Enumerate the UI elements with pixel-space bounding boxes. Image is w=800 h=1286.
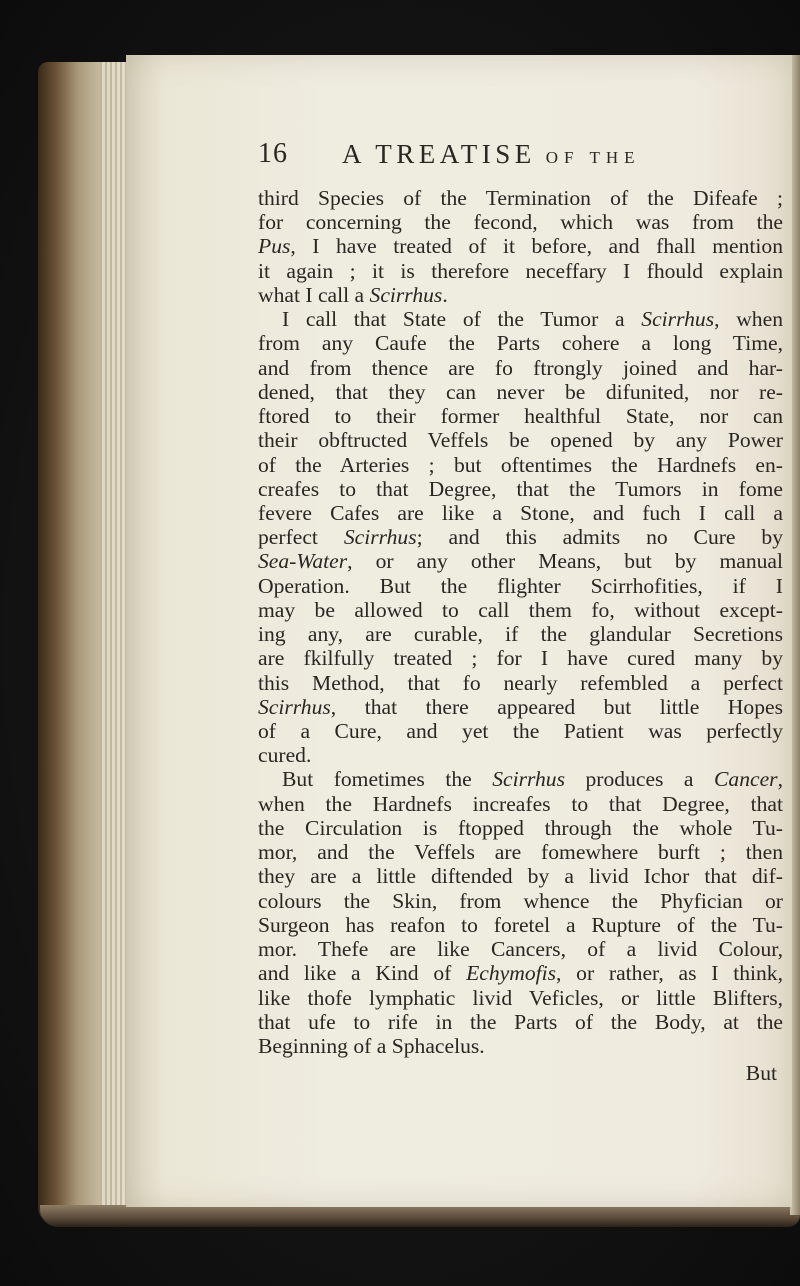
text-line: Beginning of a Sphacelus. [258,1034,485,1058]
text-line: I call that State of the Tumor a Scirrhus, when [282,307,783,331]
text-line: cured. [258,743,312,767]
text-line: like thofe lymphatic livid Veficles, or little Blifters, [258,986,783,1010]
page-number: 16 [258,138,288,169]
text-line: they are a little diftended by a livid Ichor that dif- [258,864,783,888]
text-line: and like a Kind of Echymofis, or rather, as I think, [258,961,783,985]
text-line: But fometimes the Scirrhus produces a Cancer, [282,767,783,791]
text-line: Pus, I have treated of it before, and fhall mention [258,234,783,258]
text-line: fevere Cafes are like a Stone, and fuch I call a [258,501,783,525]
running-head [342,137,641,175]
book-cover-edge [40,1205,800,1227]
page-header [258,137,783,171]
catchword: But [745,1061,777,1085]
text-line: perfect Scirrhus; and this admits no Cure by [258,525,783,549]
running-head-small-caps: OF THE [545,148,641,167]
text-line: what I call a Scirrhus. [258,283,448,307]
text-line: creafes to that Degree, that the Tumors in fome [258,477,783,501]
text-line: Scirrhus, that there appeared but little Hopes [258,695,783,719]
text-line: ing any, are curable, if the glandular Secretions [258,622,783,646]
text-line: for concerning the fecond, which was from the [258,210,783,234]
text-line: it again ; it is therefore neceffary I fhould explain [258,259,783,283]
text-line: may be allowed to call them fo, without except- [258,598,783,622]
text-line: and from thence are fo ftrongly joined and har- [258,356,783,380]
text-line: of the Arteries ; but oftentimes the Hardnefs en- [258,453,783,477]
text-line: that ufe to rife in the Parts of the Body, at the [258,1010,783,1034]
text-line: of a Cure, and yet the Patient was perfectly [258,719,783,743]
text-line: ftored to their former healthful State, nor can [258,404,783,428]
text-line: mor. Thefe are like Cancers, of a livid Colour, [258,937,783,961]
text-line: dened, that they can never be difunited, nor re- [258,380,783,404]
text-line: Sea-Water, or any other Means, but by manual [258,549,783,573]
text-line: colours the Skin, from whence the Phyfician or [258,889,783,913]
text-line: this Method, that fo nearly refembled a perfect [258,671,783,695]
text-line: when the Hardnefs increafes to that Degree, that [258,792,783,816]
text-line: third Species of the Termination of the Difeafe ; [258,186,783,210]
text-line: the Circulation is ftopped through the whole Tu- [258,816,783,840]
text-line: from any Caufe the Parts cohere a long Time, [258,331,783,355]
text-line: are fkilfully treated ; for I have cured many by [258,646,783,670]
running-head-title: A TREATISE [342,139,536,169]
text-line: Operation. But the flighter Scirrhofities, if I [258,574,783,598]
text-line: their obftructed Veffels be opened by any Power [258,428,783,452]
text-line: mor, and the Veffels are fomewhere burft ; then [258,840,783,864]
text-line: Surgeon has reafon to foretel a Rupture of the Tu- [258,913,783,937]
